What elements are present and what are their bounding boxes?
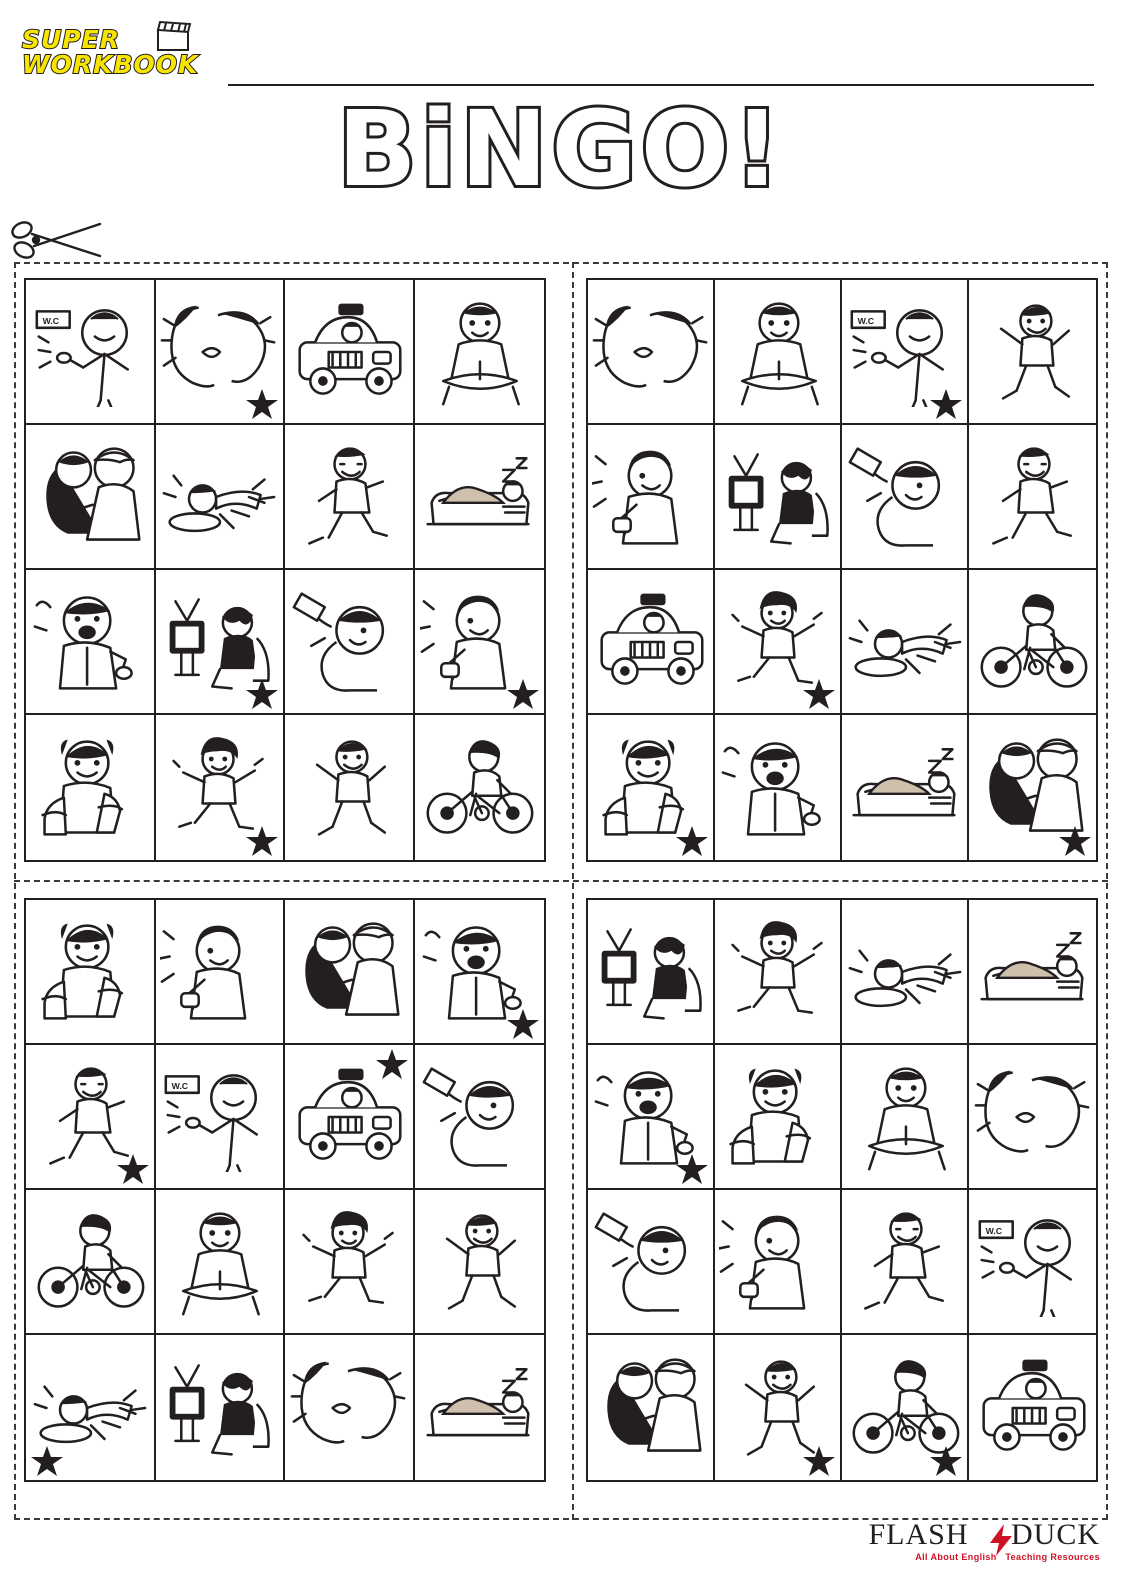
bingo-cell[interactable] xyxy=(842,1190,969,1335)
bingo-cell[interactable] xyxy=(842,900,969,1045)
bingo-cell[interactable] xyxy=(156,715,286,860)
bingo-cell[interactable] xyxy=(588,1335,715,1480)
bingo-cell[interactable] xyxy=(969,900,1096,1045)
bingo-cell[interactable] xyxy=(415,280,545,425)
bingo-cell[interactable] xyxy=(415,715,545,860)
bingo-cell[interactable] xyxy=(969,715,1096,860)
cut-line-vertical xyxy=(572,262,574,1520)
dancing-icon xyxy=(290,1207,408,1317)
falling-down-icon xyxy=(846,917,964,1027)
bingo-cell[interactable] xyxy=(715,715,842,860)
bingo-cell[interactable] xyxy=(588,1190,715,1335)
bingo-cell[interactable] xyxy=(156,1045,286,1190)
running-icon xyxy=(846,1207,964,1317)
falling-down-icon xyxy=(846,587,964,697)
driving-taxi-icon xyxy=(592,587,710,697)
bingo-cell[interactable] xyxy=(715,1190,842,1335)
jumping-icon xyxy=(974,297,1092,407)
singing-icon xyxy=(719,733,837,843)
star-marker-icon xyxy=(802,1444,836,1478)
bingo-cell[interactable] xyxy=(285,570,415,715)
singing-icon xyxy=(31,587,149,697)
star-marker-icon xyxy=(375,1047,409,1081)
logo-line-1: SUPER xyxy=(22,25,120,54)
talking-on-phone-icon xyxy=(592,442,710,552)
reading-book-icon xyxy=(420,297,538,407)
bingo-cell[interactable] xyxy=(285,900,415,1045)
hugging-icon xyxy=(290,917,408,1027)
bingo-cell[interactable] xyxy=(26,900,156,1045)
star-marker-icon xyxy=(506,1007,540,1041)
bingo-cell[interactable] xyxy=(156,425,286,570)
bingo-cell[interactable] xyxy=(969,1190,1096,1335)
bingo-cell[interactable] xyxy=(285,1335,415,1480)
dancing-icon xyxy=(719,917,837,1027)
star-marker-icon xyxy=(1058,824,1092,858)
bingo-cell[interactable] xyxy=(156,900,286,1045)
bingo-cards-area xyxy=(14,262,1108,1520)
bingo-cell[interactable] xyxy=(588,1045,715,1190)
riding-bicycle-icon xyxy=(974,587,1092,697)
bingo-cell[interactable] xyxy=(26,425,156,570)
eating-burger-icon xyxy=(719,1062,837,1172)
bingo-cell[interactable] xyxy=(588,715,715,860)
star-marker-icon xyxy=(245,824,279,858)
driving-taxi-icon xyxy=(974,1353,1092,1463)
bingo-cell[interactable] xyxy=(415,570,545,715)
talking-on-phone-icon xyxy=(160,917,278,1027)
bingo-cell[interactable] xyxy=(26,280,156,425)
reading-book-icon xyxy=(719,297,837,407)
bingo-cell[interactable] xyxy=(415,900,545,1045)
bingo-cell[interactable] xyxy=(842,425,969,570)
flashduck-tagline xyxy=(850,1552,1100,1562)
bingo-cell[interactable] xyxy=(26,715,156,860)
flashduck-logo xyxy=(850,1520,1100,1578)
bingo-cell[interactable] xyxy=(715,280,842,425)
star-marker-icon xyxy=(802,677,836,711)
bingo-cell[interactable] xyxy=(842,1335,969,1480)
star-marker-icon xyxy=(675,824,709,858)
sleeping-in-bed-icon xyxy=(420,1353,538,1463)
bingo-cell[interactable] xyxy=(415,1045,545,1190)
eating-burger-icon xyxy=(31,917,149,1027)
riding-bicycle-icon xyxy=(420,733,538,843)
bingo-cell[interactable] xyxy=(969,425,1096,570)
kissing-icon xyxy=(974,1062,1092,1172)
star-marker-icon xyxy=(116,1152,150,1186)
falling-down-icon xyxy=(160,442,278,552)
reading-book-icon xyxy=(160,1207,278,1317)
jumping-icon xyxy=(420,1207,538,1317)
lightning-bolt-icon xyxy=(988,1524,1014,1556)
cut-line-left xyxy=(14,262,16,1520)
bingo-cell[interactable] xyxy=(285,280,415,425)
bingo-card-4[interactable] xyxy=(586,898,1098,1482)
bingo-cell[interactable] xyxy=(715,425,842,570)
bingo-cell[interactable] xyxy=(842,280,969,425)
logo-line-2: WORKBOOK xyxy=(22,49,199,79)
watching-tv-icon xyxy=(719,442,837,552)
bingo-cell[interactable] xyxy=(969,1335,1096,1480)
bingo-cell[interactable] xyxy=(588,900,715,1045)
bingo-card-1[interactable] xyxy=(24,278,546,862)
sleeping-in-bed-icon xyxy=(846,733,964,843)
svg-text:W.C: W.C xyxy=(857,315,874,326)
bingo-cell[interactable] xyxy=(26,570,156,715)
running-icon xyxy=(290,442,408,552)
star-marker-icon xyxy=(30,1444,64,1478)
bingo-cell[interactable] xyxy=(285,1045,415,1190)
bingo-cell[interactable] xyxy=(415,425,545,570)
sleeping-in-bed-icon xyxy=(974,917,1092,1027)
tagline-right: Teaching Resources xyxy=(1005,1552,1100,1562)
drinking-icon xyxy=(846,442,964,552)
drinking-icon xyxy=(592,1207,710,1317)
svg-text:W.C: W.C xyxy=(171,1080,189,1091)
header-divider-line xyxy=(228,84,1094,86)
bingo-cell[interactable] xyxy=(969,1045,1096,1190)
super-workbook-logo xyxy=(22,25,222,90)
bingo-cell[interactable] xyxy=(26,1045,156,1190)
svg-text:W.C: W.C xyxy=(985,1225,1002,1236)
bingo-cell[interactable] xyxy=(26,1335,156,1480)
watching-tv-icon xyxy=(592,917,710,1027)
bingo-cell[interactable] xyxy=(285,425,415,570)
scissors-icon xyxy=(8,216,128,268)
eating-burger-icon xyxy=(31,733,149,843)
bingo-cell[interactable] xyxy=(969,570,1096,715)
bingo-cell[interactable] xyxy=(842,1045,969,1190)
bingo-cell[interactable] xyxy=(842,715,969,860)
star-marker-icon xyxy=(929,387,963,421)
brand-duck: DUCK xyxy=(1010,1518,1100,1551)
sleeping-in-bed-icon xyxy=(420,442,538,552)
driving-taxi-icon xyxy=(290,297,408,407)
page-footer xyxy=(0,1520,1122,1584)
bingo-cell[interactable] xyxy=(156,1335,286,1480)
kissing-icon xyxy=(290,1353,408,1463)
hugging-icon xyxy=(31,442,149,552)
clapperboard-icon xyxy=(154,18,194,56)
bingo-cell[interactable] xyxy=(588,570,715,715)
bingo-cell[interactable] xyxy=(415,1335,545,1480)
drinking-icon xyxy=(420,1062,538,1172)
brushing-teeth-icon xyxy=(160,1062,278,1172)
bingo-cell[interactable] xyxy=(285,1190,415,1335)
star-marker-icon xyxy=(245,677,279,711)
hugging-icon xyxy=(592,1353,710,1463)
star-marker-icon xyxy=(245,387,279,421)
bingo-cell[interactable] xyxy=(715,1335,842,1480)
star-marker-icon xyxy=(506,677,540,711)
page-title: BiNGO! xyxy=(337,88,785,210)
drinking-icon xyxy=(290,587,408,697)
riding-bicycle-icon xyxy=(31,1207,149,1317)
star-marker-icon xyxy=(929,1444,963,1478)
running-icon xyxy=(974,442,1092,552)
bingo-cell[interactable] xyxy=(26,1190,156,1335)
bingo-cell[interactable] xyxy=(715,900,842,1045)
bingo-cell[interactable] xyxy=(842,570,969,715)
bingo-cell[interactable] xyxy=(715,570,842,715)
bingo-cell[interactable] xyxy=(415,1190,545,1335)
brand-flash: FLASH xyxy=(868,1518,969,1551)
bingo-cell[interactable] xyxy=(588,425,715,570)
brushing-teeth-icon xyxy=(31,297,149,407)
svg-text:W.C: W.C xyxy=(42,315,59,326)
bingo-cell[interactable] xyxy=(285,715,415,860)
kissing-icon xyxy=(592,297,710,407)
bingo-cell[interactable] xyxy=(715,1045,842,1190)
cut-line-horizontal xyxy=(14,880,1108,882)
flashduck-wordmark xyxy=(850,1520,1100,1550)
bingo-cell[interactable] xyxy=(588,280,715,425)
bingo-cell[interactable] xyxy=(969,280,1096,425)
bingo-cell[interactable] xyxy=(156,1190,286,1335)
bingo-cell[interactable] xyxy=(156,570,286,715)
brushing-teeth-icon xyxy=(974,1207,1092,1317)
watching-tv-icon xyxy=(160,1353,278,1463)
cut-line-top xyxy=(14,262,1108,264)
tagline-left: All About English xyxy=(915,1552,997,1562)
cut-line-right xyxy=(1106,262,1108,1520)
talking-on-phone-icon xyxy=(719,1207,837,1317)
reading-book-icon xyxy=(846,1062,964,1172)
page-header xyxy=(0,0,1122,230)
bingo-card-2[interactable] xyxy=(586,278,1098,862)
star-marker-icon xyxy=(675,1152,709,1186)
jumping-icon xyxy=(290,733,408,843)
bingo-card-3[interactable] xyxy=(24,898,546,1482)
bingo-cell[interactable] xyxy=(156,280,286,425)
